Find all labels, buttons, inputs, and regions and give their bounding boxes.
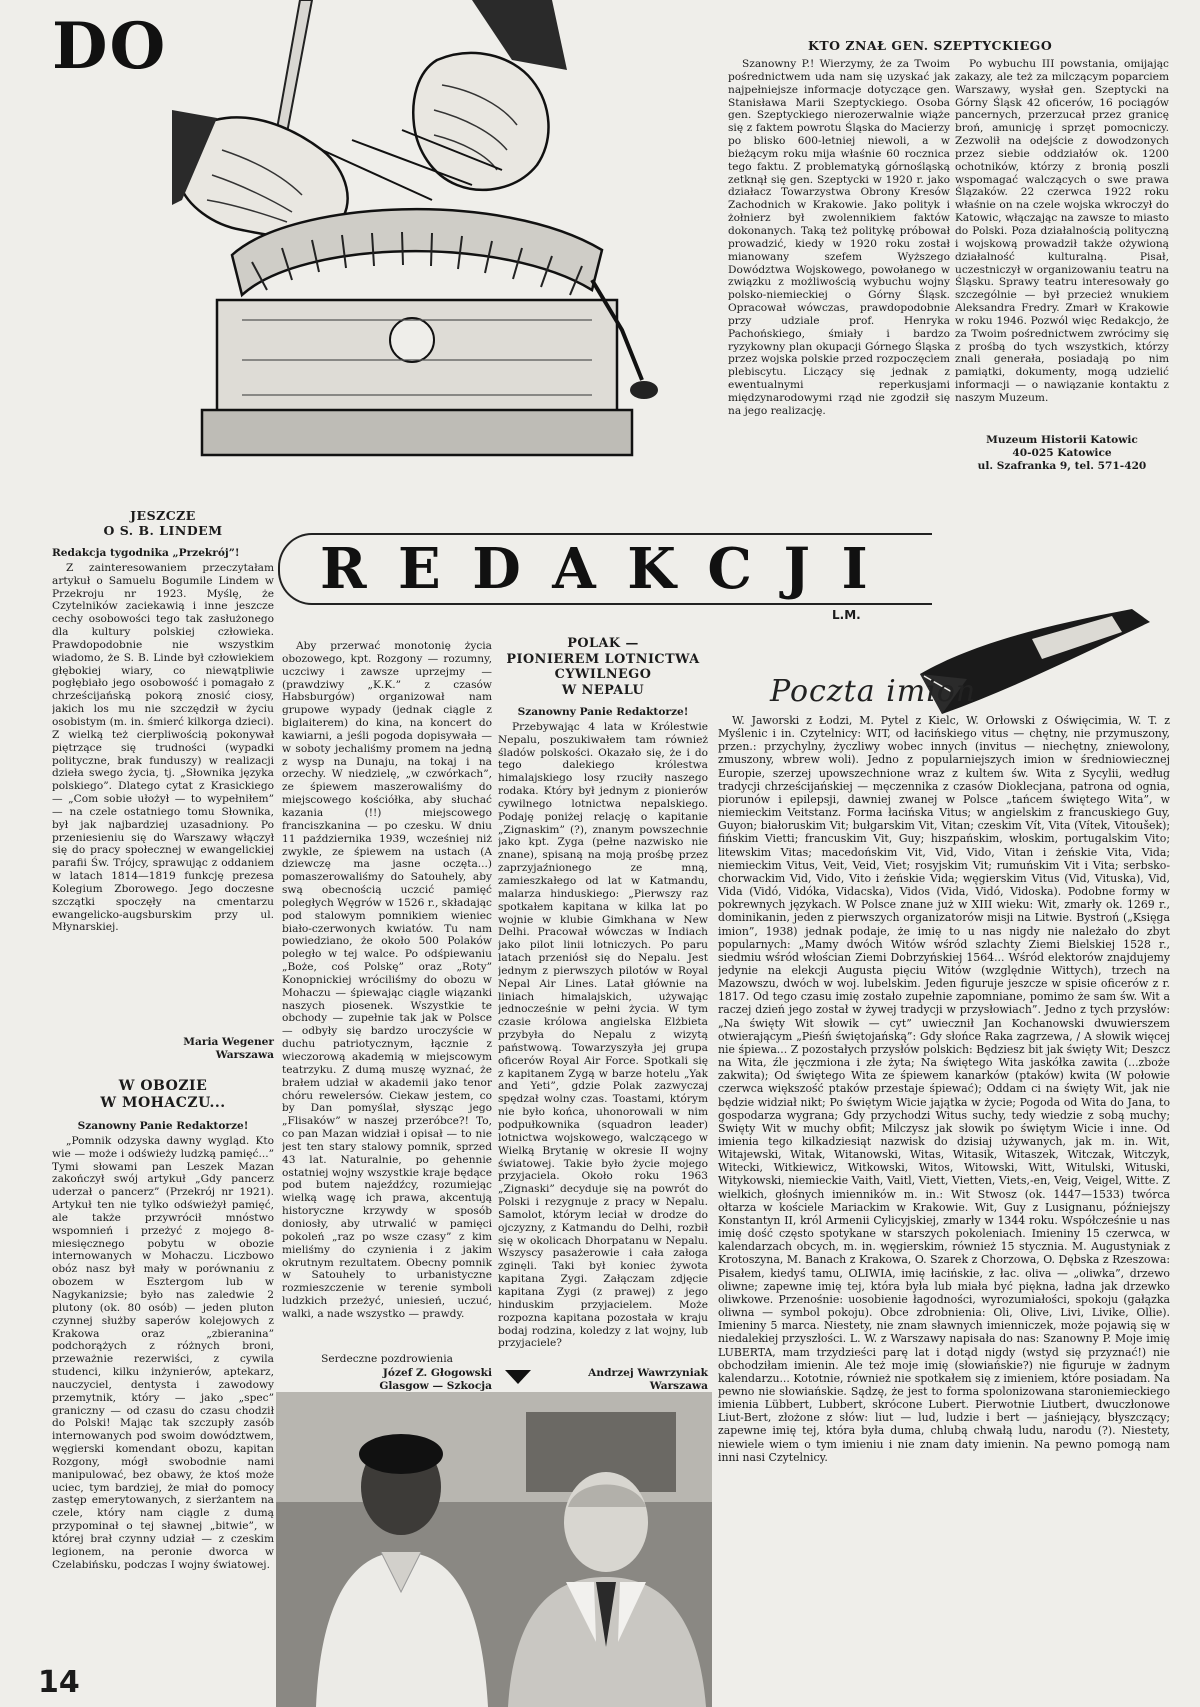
polak-article: Szanowny Panie Redaktorze! Przebywając 4 lata w Królestwie Nepalu, poszukiwałem tam również śladów polskości. Okazało się, że i do tego dalekiego królestwa himalajskiego losy rzuciły naszego rodaka. Który był jednym z pionierów cywilnego lotnictwa nepalskiego. Podaję poniżej relację o kapitanie „Zignaskim” (?), znanym powszechnie jako kpt. Zyga (pełne nazwisko nie znane), spisaną na moją prośbę przez zaprzyjaźnionego ze mną, zamieszkałego od lat w Katmandu, malarza hinduskiego: „Pierwszy raz spotkałem kapitana w kilka lat po wojnie w klubie Gimkhana w New Delhi. Pracował wówczas w Indiach jako pilot linii lotniczych. Po paru latach przeniósł się do Nepalu. Jest jednym z pierwszych pilotów w Royal Nepal Air Lines. Latał głównie na liniach himalajskich, używając jednocześnie w pełni życia. W tym czasie królowa angielska Elżbieta przybyła do Nepalu z wizytą państwową. Towarzyszyła jej grupa oficerów Royal Air Force. Spotkali się z kapitanem Zygą w barze hotelu „Yak and Yeti”, gdzie Polak zazwyczaj spędzał wolny czas. Toastami, którym nie było końca, uhonorowali w nim podpułkownika (squadron leader) lotnictwa wojskowego, walczącego w Wielką Brytanię w okresie II wojny światowej. Takie było życie mojego przyjaciela. Około roku 1963 „Zignaski” decyduje się na powrót do Polski i rezygnuje z pracy w Nepalu. Samolot, którym leciał w drodze do ojczyzny, z Katmandu do Delhi, rozbił się w okolicach Dhorpatanu w Nepalu. Wszyscy pasażerowie i cała załoga zginęli. Taki był koniec żywota kapitana Zygi. Załączam zdjęcie kapitana Zygi (z prawej) z jego hinduskim przyjacielem. Może rozpozna kapitana pozostała w kraju bodaj rodzina, koledzy z lat wojny, lub przyjaciele?	[498, 706, 708, 1350]
article-title-mohacz: W OBOZIE W MOHACZU...	[100, 1078, 226, 1111]
polak-signature: Andrzej Wawrzyniak Warszawa	[588, 1367, 708, 1392]
szeptycki-column-1: Szanowny P.! Wierzymy, że za Twoim pośrednictwem uda nam się uzyskać jak najpełniejsze informacje dotyczące gen. Stanisława Marii Szeptyckiego. Osoba gen. Szeptyckiego nierozerwalnie wiąże się z faktem powrotu Śląska do Macierzy po blisko 600-letniej niewoli, a w bieżącym roku mija właśnie 60 rocznica tego faktu. Z problematyką górnośląską zetknął się gen. Szeptycki w 1920 r. jako działacz Towarzystwa Obrony Kresów Zachodnich w Krakowie. Jako polityk i żołnierz był zwolennikiem faktów dokonanych. Taką też politykę próbował prowadzić, kiedy w 1920 roku został mianowany szefem Wyższego Dowództwa Wojskowego, powołanego w związku z możliwością wybuchu wojny polsko-niemieckiej o Górny Śląsk. Opracował wówczas, prawdopodobnie przy udziale prof. Henryka Pachońskiego, śmiały i bardzo ryzykowny plan okupacji Górnego Śląska przez wojska polskie przed rozpoczęciem plebiscytu. Liczący się jednak z ewentualnymi reperkusjami międzynarodowymi rząd nie zgodził się na jego realizację.	[728, 58, 950, 417]
poczta-imion-heading: Poczta imion	[770, 674, 977, 709]
signature-mark: L.M.	[832, 608, 861, 622]
photo-kapitan-zyga	[276, 1392, 712, 1707]
masthead-redakcji: R E D A K C J I	[320, 536, 874, 602]
szeptycki-signature: Muzeum Historii Katowic 40-025 Katowice ul. Szafranka 9, tel. 571-420	[977, 434, 1147, 472]
mohacz-column-1: Szanowny Panie Redaktorze! „Pomnik odzyska dawny wygląd. Kto wie — może i odświeży ludzką pamięć...” Tymi słowami pan Leszek Mazan zakończył swój artykuł „Gdy pancerz uderzał o pancerz” (Przekrój nr 1921). Artykuł ten nie tylko odświeżył pamięć, ale także przywrócił mnóstwo wspomnień i przeżyć z mojego 8-miesięcznego pobytu w obozie internowanych w Mohaczu. Liczbowo obóz nasz był mały w porównaniu z obozem w Esztergom lub w Nagykanizsie; było nas zaledwie 2 plutony (ok. 80 osób) — jeden pluton czynnej służby saperów kolejowych z Krakowa oraz „zbieranina” podchorążych z różnych broni, przeważnie rezerwiści, z cywila studenci, kilku inżynierów, aptekarz, nauczyciel, dentysta i zawodowy przemytnik, który — jako „spec” graniczny — od czasu do czasu chodził do Polski! Mając tak szczupły zasób internowanych pod swoim dowództwem, węgierski komendant obozu, kapitan Rozgony, mógł swobodnie nami manipulować, bez obawy, że ktoś może uciec, tym bardziej, że miał do pomocy zastęp emerytowanych, z sierżantem na czele, który nam ciągle z dumą przypominał o tej sławnej „bitwie”, w której brał czynny udział — z czeskim legionem, na peronie dworca w Czelabińsku, podczas I wojny światowej.	[52, 1120, 274, 1571]
article-title-linde: JESZCZE O S. B. LINDEM	[103, 508, 223, 538]
poczta-imion-article: W. Jaworski z Łodzi, M. Pytel z Kielc, W. Orłowski z Oświęcimia, W. T. z Myślenic i in. Czytelnicy: WIT, od łacińskiego vitus — chętny, nie przymuszony, przen.: przychylny, życzliwy wobec innych (invitus — niechętny, zniewolony, zmuszony, wbrew woli). Jedno z popularniejszych imion w średniowiecznej Europie, szerzej upowszechnione wraz z kultem św. Wita z Sycylii, według tradycji chrześcijańskiej — męczennika z czasów Dioklecjana, patrona od ognia, piorunów i epilepsji, dawniej zwanej w Polsce „tańcem świętego Wita”, w niemieckim Veitstanz. Forma łacińska Vitus; w angielskim z francuskiego Guy, Guyon; białoruskim Vit; bułgarskim Vit, Vitan; czeskim Vít, Vita (Vítek, Vitoušek); fińskim Vietti; francuskim Vit, Guy; hiszpańskim, włoskim, portugalskim Vito; litewskim Vitas; macedońskim Vit, Vid, Vido, Vitan i żeńskie Vita, Vida; niemieckim Vitus, Veit, Veid, Viet; rosyjskim Vit; rumuńskim Vit i Vita; serbsko-chorwackim Vid, Vido, Vito i żeńskie Vida; węgierskim Vitus (Vid, Vituska), Vid, Vida (Vidó, Vidóka, Vidacska), Vidos (Vida, Vidó, Vidoska). Podobne formy w pokrewnych językach. W Polsce znane już w XIII wieku: Wit, zmarły ok. 1269 r., dominikanin, jeden z pierwszych organizatorów misji na Litwie. Bystroń („Księga imion”, 1938) jednak podaje, że imię to u nas nigdy nie należało do zbyt popularnych: „Mamy dwóch Witów wśród szlachty Ziemi Bielskiej 1528 r., siedmiu wśród włościan Ziemi Dobrzyńskiej 1564... Wśród elektorów znajdujemy jedynie na elekcji Augusta pięciu Witów (względnie Wittych), trzech na Mazowszu, dwóch w woj. lubelskim. Jeden figuruje jeszcze w spisie oficerów z r. 1817. Od tego czasu imię zostało zupełnie zapomniane, pomimo że sam św. Wit a raczej dzień jego został w żywej tradycji w przysłowiach”. Jedno z tych przysłów: „Na święty Wit słowik — cyt” uwiecznił Jan Kochanowski dwuwierszem otwierającym „Pieśń świętojańską”: Gdy słońce Raka zagrzewa, / A słowik więcej nie śpiewa... Z pozostałych przysłów polskich: Będziesz bit jak święty Wit; Deszcz na Wita, źle jęczmiona i złe żyta; Na świętego Wita jaskółka zawita (...zboże zakwita); Od świętego Wita ze śpiewem kanarków (ptaków) kwita (W połowie czerwca większość ptaków przestaje śpiewać); Oddam ci na święty Wit, jak nie będzie widział nikt; Po świętym Wicie jajątka w życie; Pogoda od Wita do Jana, to gospodarza wygrana; Gdy przychodzi Witus suchy, tedy wiedzie z sobą muchy; Święty Wit w muchy obfit; Milczysz jak słowik po świętym Wicie i inne. Od imienia tego kilkadziesiąt nazwisk do dzisiaj używanych, jak m. in. Wit, Witajewski, Witak, Witanowski, Witas, Witasik, Witaszek, Witczak, Witczyk, Witecki, Witkiewicz, Witkowski, Witos, Witowski, Witt, Witulski, Wituski, Witykowski, niemieckie Vaith, Vaitl, Viett, Vietten, Viets,-en, Veig, Veigel, Witte. Z wielkich, głośnych imienników m. in.: Wit Stwosz (ok. 1447—1533) twórca ołtarza w kościele Mariackim w Krakowie. Wit, Guy z Lusignanu, późniejszy Konstantyn II, król Armenii Cylicyjskiej, zmarły w 1344 roku. Współcześnie u nas imię dość często spotykane w starszych pokoleniach. Imieniny 15 czerwca, w kalendarzach obcych, m. in. węgierskim, również 15 stycznia. M. Augustyniak z Krotoszyna, M. Banach z Krakowa, O. Szarek z Chorzowa, O. Dębska z Rzeszowa: Pisałem, kiedyś tamu, OLIWIA, imię łacińskie, z łac. oliva — „oliwka”, drzewo oliwne; zapewne imię tej, która była lub miała być piękna, ładna jak drzewko oliwkowe. Przenośnie: uosobienie łagodności, wyrozumiałości, spokoju (gałązka oliwna — symbol pokoju). Obce zdrobnienia: Oli, Olive, Livi, Livike, Ollie). Imieniny 5 marca. Niestety, nie znam sławnych imienniczek, może pojawią się w niedalekiej przyszłości. L. W. z Warszawy napisała do nas: Szanowny P. Moje imię LUBERTA, mam trzydzieści parę lat i dotąd nigdy (wstyd się przyznać!) nie obchodziłam imienin. Ale też moje imię (słowiańskie?) nie figuruje w żadnym kalendarzu... Kototnie, również nie spotkałem się z imieniem, które posiadam. Na pewno nie słowiańskie. Sądzę, że jest to forma spolonizowana staroniemieckiego imienia Lübbert, Lubbert, skrócone Lubert. Pierwotnie Liutbert, dwuczłonowe Liut-Bert, złożone z słów: liut — lud, ludzie i bert — jaśniejący, błyszczący; zapewne imię tej, która była duma, chlubą chwałą ludu, narodu (?). Niestety, niewiele wiem o tym imieniu i nie znam daty imienin. Na pewno pomogą nam inni nasi Czytelnicy.	[718, 714, 1170, 1464]
linde-article: Redakcja tygodnika „Przekrój”! Z zainteresowaniem przeczytałam artykuł o Samuelu Bogumile Lindem w Przekroju nr 1923. Myślę, że Czytelników zaciekawią i inne jeszcze cechy osobowości tego tak zasłużonego dla kultury polskiej człowieka. Prawdopodobnie nie wszystkim wiadomo, że S. B. Linde był człowiekiem głębokiej wiary, co niewątpliwie pogłębiało jego osobowość i pomagało z chrześcijańską pokorą znosić ciosy, jakich los mu nie szczędził w życiu osobistym (m. in. śmierć kilkorga dzieci). Z wielką też cierpliwością pokonywał piętrzące się trudności (wypadki polityczne, brak funduszy) w realizacji dzieła swego życia, tj. „Słownika języka polskiego”. Dlatego cytat z Krasickiego — „Com sobie ułożył — to wypełniłem” — na czele ostatniego tomu Słownika, był jak najbardziej uzasadniony. Po przeniesieniu się do Warszawy włączył się do pracy społecznej w ewangelickiej parafii Św. Trójcy, sprawując z oddaniem w latach 1814—1819 funkcję prezesa Kolegium Zborowego. Jego doczesne szczątki spoczęły na cmentarzu ewangelicko-augsburskim przy ul. Młynarskiej.	[52, 547, 274, 934]
mohacz-column-2: Aby przerwać monotonię życia obozowego, kpt. Rozgony — rozumny, uczciwy i zawsze uprzejmy — (prawdziwy „K.K.” z czasów Habsburgów) organizował nam grupowe wypady (jednak ciągle z biglaiterem) do kina, na koncert do kawiarni, a jeśli pogoda dopisywała — w soboty jechaliśmy promem na jedną z wysp na Dunaju, na tokaj i na orzechy. W niedzielę, „w czwórkach”, ze śpiewem maszerowaliśmy do miejscowego kościółka, aby słuchać kazania (!!) miejscowego franciszkanina — po czesku. W dniu 11 października 1939, wcześniej niż zwykle, ze śpiewem na ustach (A dziewczę ma jasne oczęta...) pomaszerowaliśmy do Satouhely, aby swą obecnością uczcić pamięć poległych Węgrów w 1526 r., składając pod stalowym pomnikiem wieniec biało-czerwonych kwiatów. Tu nam powiedziano, że około 500 Polaków poległo w tej walce. Po odśpiewaniu „Boże, coś Polskę” oraz „Roty” Konopnickiej wróciliśmy do obozu w Mohaczu — śpiewając ciągle wiązanki naszych piosenek. Wszystkie te obchody — zupełnie tak jak w Polsce — odbyły się bardzo uroczyście w duchu patriotycznym, łącznie z wieczorową akademią w miejscowym teatrzyku. Z dumą muszę wyznać, że brałem udział w akademii jako tenor chóru rewelersów. Ciekaw jestem, co by Dan pomyślał, słysząc jego „Flisaków” w naszej przeróbce?! To, co pan Mazan widział i opisał — to nie jest ten stary stalowy pomnik, sprzed 43 lat. Naturalnie, po gehennie ostatniej wojny wszystkie kraje będące pod butem najeźdźcy, rozumiejąc wielką wagę ich prawa, akcentują historyczne krzywdy w sposób doniosły, aby utrwalić w pamięci pokoleń „raz po wsze czasy” z kim mieliśmy do czynienia i z jakim okrutnym rezultatem. Obecny pomnik w Satouhely to urbanistyczne rozmieszczenie w terenie symboli ludzkich przeżyć, uniesień, uczuć, walki, a nade wszystko — prawdy.	[282, 640, 492, 1320]
linde-signature: Maria Wegener Warszawa	[183, 1036, 274, 1061]
mohacz-closing: Serdeczne pozdrowienia	[321, 1353, 453, 1365]
article-title-polak: POLAK — PIONIEREM LOTNICTWA CYWILNEGO W NEPALU	[506, 636, 700, 698]
arrow-pointer	[505, 1370, 531, 1384]
redakcji-banner	[278, 533, 932, 605]
article-title-szeptycki: KTO ZNAŁ GEN. SZEPTYCKIEGO	[808, 38, 1053, 53]
page-number: 14	[38, 1665, 80, 1700]
masthead-do: DO	[52, 9, 168, 84]
typewriter-hands-illustration	[172, 0, 658, 492]
szeptycki-column-2: Po wybuchu III powstania, omijając zakazy, ale też za milczącym poparciem Warszawy, wysłał gen. Szeptycki na Górny Śląsk 42 oficerów, 16 pociągów pancernych, przerzucał przez granicę broń, amunicję i sprzęt pomocniczy. Zezwolił na odejście z dowodzonych przez siebie oddziałów ok. 1200 ochotników, którzy z bronią poszli wspomagać walczących o swe prawa Ślązaków. 22 czerwca 1922 roku właśnie on na czele wojska wkroczył do Katowic, włączając na zawsze to miasto do Polski. Poza działalnością polityczną i wojskową prowadził także ożywioną działalność kulturalną. Pisał, uczestniczył w organizowaniu teatru na Śląsku. Sprawy teatru interesowały go szczególnie — był przecież wnukiem Aleksandra Fredry. Zmarł w Krakowie w roku 1946. Pozwól więc Redakcjo, że za Twoim pośrednictwem zwrócimy się z prośbą do tych wszystkich, którzy znali generała, posiadają po nim pamiątki, dokumenty, mogą udzielić informacji — o nawiązanie kontaktu z naszym Muzeum.	[955, 58, 1169, 404]
mohacz-signature: Józef Z. Głogowski Glasgow — Szkocja	[379, 1367, 492, 1392]
